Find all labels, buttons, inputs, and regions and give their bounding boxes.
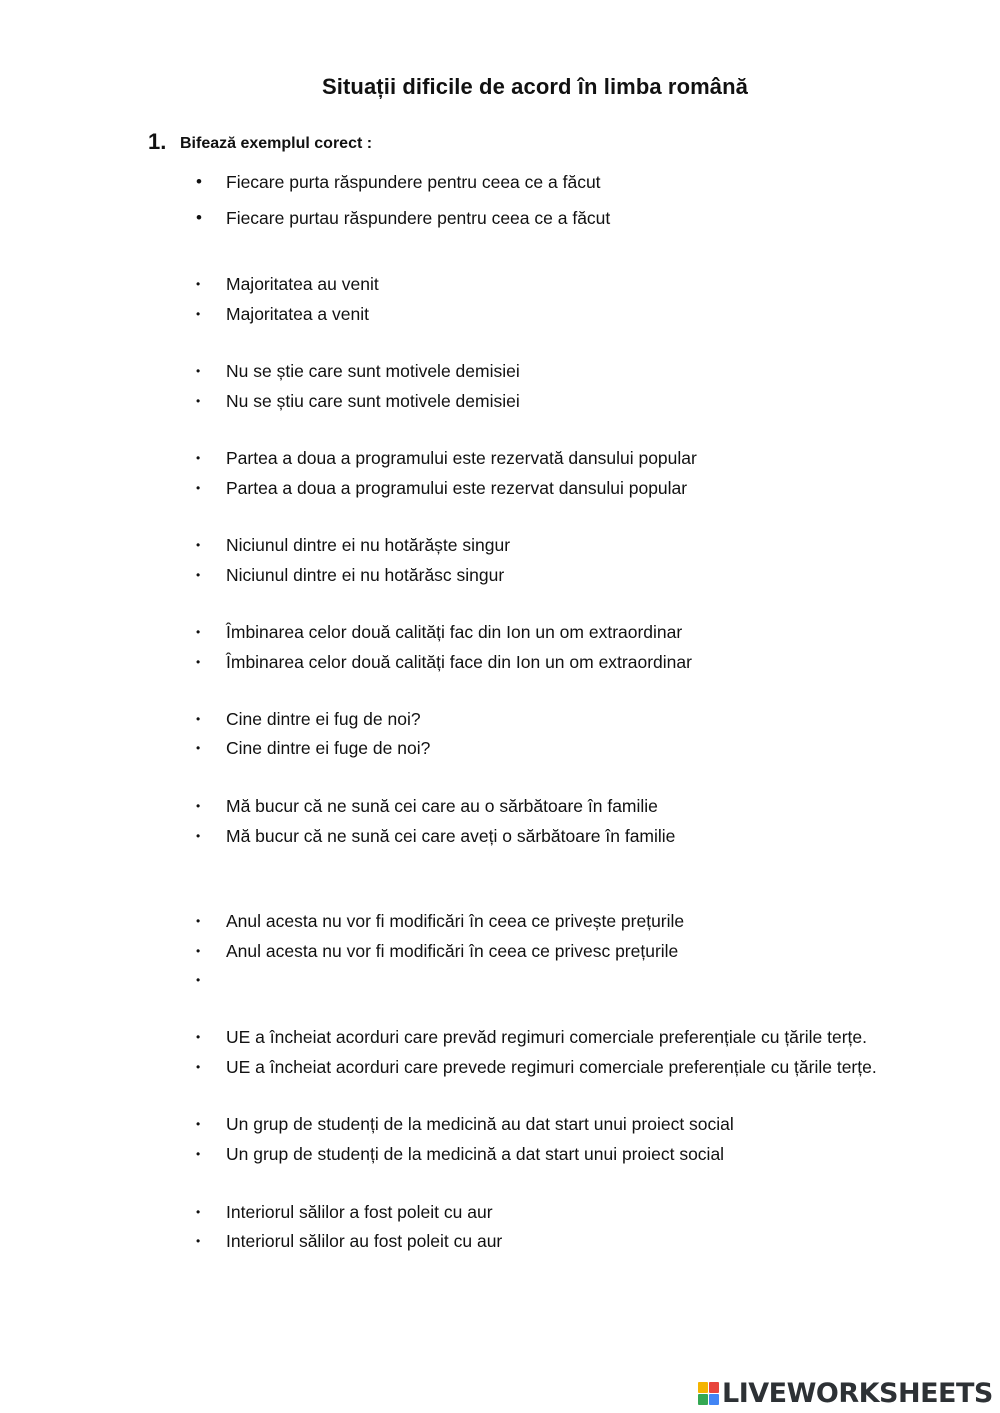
option-label: Nu se știu care sunt motivele demisiei bbox=[226, 391, 520, 411]
bullet-icon: • bbox=[196, 829, 201, 843]
worksheet-title: Situații dificile de acord în limba română bbox=[322, 74, 748, 99]
bullet-icon: • bbox=[196, 307, 201, 321]
logo-square-1 bbox=[698, 1382, 708, 1393]
bullet-icon: • bbox=[196, 914, 201, 928]
answer-option[interactable] bbox=[196, 170, 601, 194]
logo-square-3 bbox=[698, 1394, 708, 1405]
option-label: UE a încheiat acorduri care prevăd regimuri comerciale preferențiale cu țările terțe. bbox=[226, 1027, 867, 1047]
bullet-icon: • bbox=[196, 973, 201, 987]
bullet-icon: • bbox=[196, 208, 202, 227]
answer-option-empty bbox=[196, 968, 226, 992]
bullet-icon: • bbox=[196, 1117, 201, 1131]
logo-square-4 bbox=[709, 1394, 719, 1405]
bullet-icon: • bbox=[196, 741, 201, 755]
option-label: Fiecare purta răspundere pentru ceea ce a făcut bbox=[226, 172, 601, 192]
answer-option[interactable] bbox=[196, 620, 682, 644]
option-label: Anul acesta nu vor fi modificări în ceea ce privește prețurile bbox=[226, 911, 685, 931]
bullet-icon: • bbox=[196, 277, 201, 291]
answer-option[interactable] bbox=[196, 272, 379, 296]
bullet-icon: • bbox=[196, 944, 201, 958]
answer-option[interactable] bbox=[196, 563, 504, 587]
option-label: Niciunul dintre ei nu hotărăște singur bbox=[226, 535, 511, 555]
bullet-icon: • bbox=[196, 1234, 201, 1248]
option-label: Interiorul sălilor a fost poleit cu aur bbox=[226, 1202, 493, 1222]
bullet-icon: • bbox=[196, 655, 201, 669]
bullet-icon: • bbox=[196, 712, 201, 726]
option-label: UE a încheiat acorduri care prevede regimuri comerciale preferențiale cu țările terțe. bbox=[226, 1057, 877, 1077]
bullet-icon: • bbox=[196, 568, 201, 582]
option-label: Îmbinarea celor două calități face din Ion un om extraordinar bbox=[226, 652, 692, 672]
option-label: Interiorul sălilor au fost poleit cu aur bbox=[226, 1231, 503, 1251]
bullet-icon: • bbox=[196, 1147, 201, 1161]
bullet-icon: • bbox=[196, 1205, 201, 1219]
logo-mark-icon bbox=[698, 1382, 719, 1405]
answer-option[interactable] bbox=[196, 1025, 867, 1049]
bullet-icon: • bbox=[196, 172, 202, 191]
option-label: Partea a doua a programului este rezervat dansului popular bbox=[226, 478, 688, 498]
logo-square-2 bbox=[709, 1382, 719, 1393]
option-label: Fiecare purtau răspundere pentru ceea ce a făcut bbox=[226, 208, 611, 228]
option-label: Partea a doua a programului este rezervată dansului popular bbox=[226, 448, 697, 468]
bullet-icon: • bbox=[196, 625, 201, 639]
option-label: Îmbinarea celor două calități fac din Ion un om extraordinar bbox=[226, 622, 683, 642]
answer-option[interactable] bbox=[196, 1055, 877, 1079]
answer-option[interactable] bbox=[196, 736, 430, 760]
option-label: Niciunul dintre ei nu hotărăsc singur bbox=[226, 565, 505, 585]
bullet-icon: • bbox=[196, 364, 201, 378]
option-label: Mă bucur că ne sună cei care au o sărbătoare în familie bbox=[226, 796, 658, 816]
answer-option[interactable] bbox=[196, 359, 520, 383]
answer-option[interactable] bbox=[196, 1142, 724, 1166]
answer-option[interactable] bbox=[196, 476, 687, 500]
bullet-icon: • bbox=[196, 1030, 201, 1044]
option-label: Un grup de studenți de la medicină a dat start unui proiect social bbox=[226, 1144, 725, 1164]
option-label: Anul acesta nu vor fi modificări în ceea ce privesc prețurile bbox=[226, 941, 679, 961]
question-instruction: Bifează exemplul corect : bbox=[180, 135, 373, 152]
option-label: Nu se știe care sunt motivele demisiei bbox=[226, 361, 520, 381]
answer-option[interactable] bbox=[196, 794, 658, 818]
option-label: Cine dintre ei fug de noi? bbox=[226, 709, 421, 729]
answer-option[interactable] bbox=[196, 939, 678, 963]
option-label: Un grup de studenți de la medicină au dat start unui proiect social bbox=[226, 1114, 734, 1134]
answer-option[interactable] bbox=[196, 206, 610, 230]
bullet-icon: • bbox=[196, 799, 201, 813]
logo-text: LIVEWORKSHEETS bbox=[722, 1377, 993, 1409]
answer-option[interactable] bbox=[196, 707, 421, 731]
bullet-icon: • bbox=[196, 451, 201, 465]
answer-option[interactable] bbox=[196, 389, 520, 413]
answer-option[interactable] bbox=[196, 909, 684, 933]
answer-option[interactable] bbox=[196, 650, 692, 674]
liveworksheets-logo bbox=[698, 1378, 993, 1408]
question-number: 1. bbox=[148, 129, 167, 154]
bullet-icon: • bbox=[196, 538, 201, 552]
answer-option[interactable] bbox=[196, 533, 510, 557]
option-label: Majoritatea a venit bbox=[226, 304, 369, 324]
option-label: Majoritatea au venit bbox=[226, 274, 379, 294]
option-label: Cine dintre ei fuge de noi? bbox=[226, 738, 431, 758]
bullet-icon: • bbox=[196, 394, 201, 408]
answer-option[interactable] bbox=[196, 1229, 502, 1253]
answer-option[interactable] bbox=[196, 1200, 493, 1224]
answer-option[interactable] bbox=[196, 1112, 734, 1136]
bullet-icon: • bbox=[196, 1060, 201, 1074]
answer-option[interactable] bbox=[196, 824, 675, 848]
bullet-icon: • bbox=[196, 481, 201, 495]
answer-option[interactable] bbox=[196, 302, 369, 326]
answer-option[interactable] bbox=[196, 446, 697, 470]
option-label: Mă bucur că ne sună cei care aveți o sărbătoare în familie bbox=[226, 826, 676, 846]
